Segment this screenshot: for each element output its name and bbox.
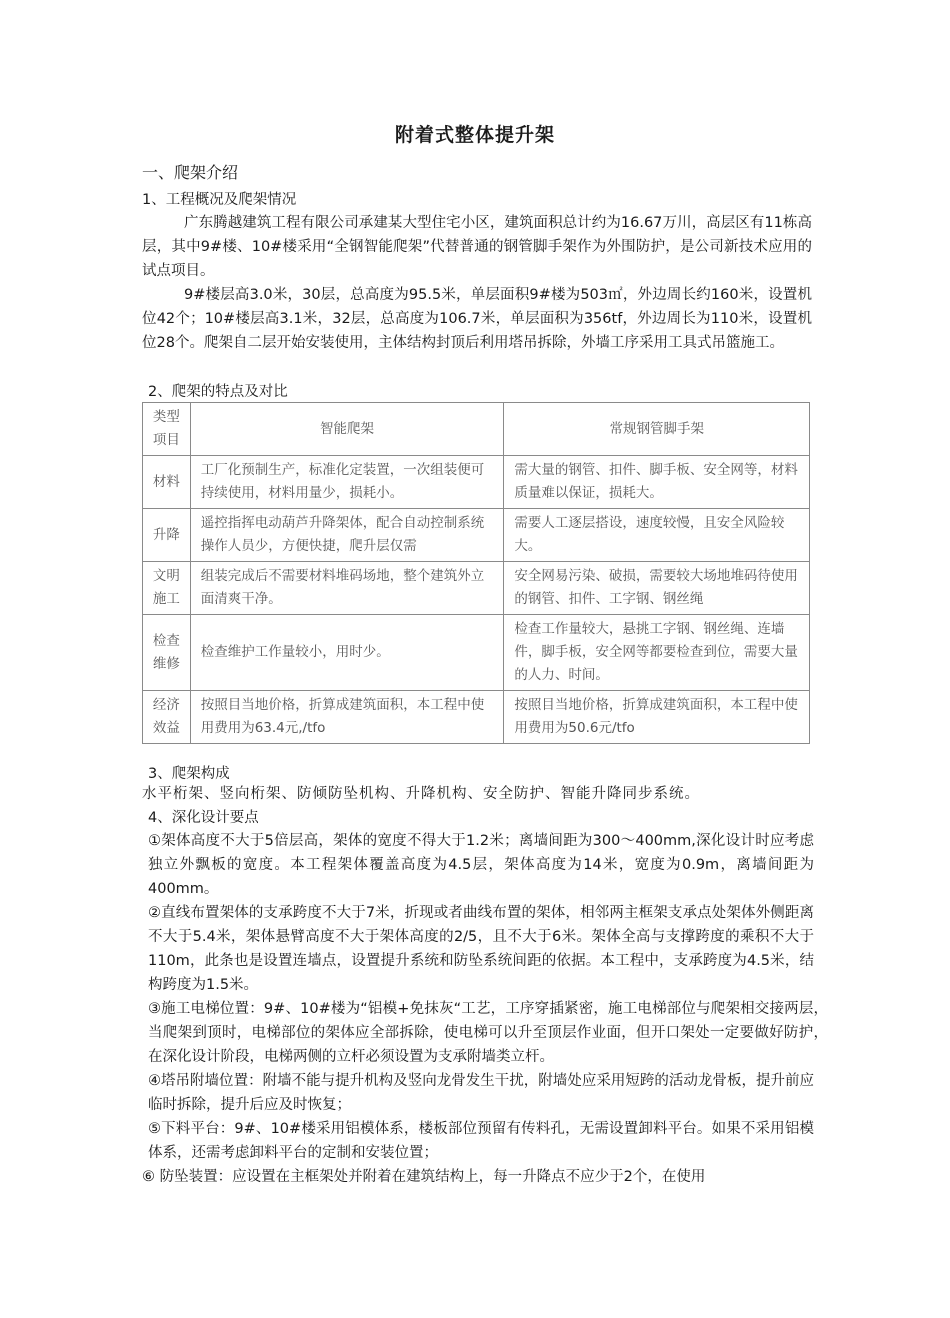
design-point-2: ②直线布置架体的支承跨度不大于7米，折现或者曲线布置的架体，相邻两主框架支承点处架体外侧距离不大于5.4米，架体悬臂高度不大于架体高度的2/5，且不大于6米。架体全高与支撑跨度的乘积不大于110m，此条也是设置连墙点，设置提升系统和防坠系统间距的依据。本工程中，支承跨度为4.5米，结构跨度为1.5米。	[148, 905, 814, 993]
design-point-6: ⑥ 防坠装置：应设置在主框架处并附着在建筑结构上，每一升降点不应少于2个，在使用	[142, 1169, 706, 1185]
document-title: 附着式整体提升架	[394, 124, 555, 146]
row-label-line2: 维修	[152, 655, 180, 672]
table-cell: 按照目当地价格，折算成建筑面积，本工程中使用费用为63.4元,/tfo	[190, 691, 504, 744]
section-heading-intro: 一、爬架介绍	[142, 163, 239, 182]
table-cell: 检查维护工作量较小，用时少。	[190, 615, 504, 691]
table-row	[143, 615, 810, 691]
row-label-line1: 检查	[152, 632, 180, 649]
subheading-comparison: 2、爬架的特点及对比	[148, 384, 288, 400]
design-point-1: ①架体高度不大于5倍层高，架体的宽度不得大于1.2米；离墙间距为300〜400mm,深化设计时应考虑独立外飘板的宽度。本工程架体覆盖高度为4.5层，架体高度为14米，宽度为0.9m，离墙间距为400mm。	[148, 833, 814, 897]
table-cell: 按照目当地价格，折算成建筑面积，本工程中使用费用为50.6元/tfo	[504, 691, 810, 744]
table-cell: 检查工作量较大，悬挑工字钢、钢丝绳、连墙件，脚手板，安全网等都要检查到位，需要大量的人力、时间。	[504, 615, 810, 691]
row-label	[143, 509, 191, 562]
design-point-4: ④塔吊附墙位置：附墙不能与提升机构及竖向龙骨发生干扰，附墙处应采用短跨的活动龙骨板，提升前应临时拆除，提升后应及时恢复；	[148, 1073, 814, 1113]
paragraph-composition: 水平桁架、竖向桁架、防倾防坠机构、升降机构、安全防护、智能升降同步系统。	[142, 786, 700, 802]
paragraph-overview-1: 广东腾越建筑工程有限公司承建某大型住宅小区，建筑面积总计约为16.67万川，高层区有11栋高层，其中9#楼、10#楼采用“全钢智能爬架”代替普通的钢管脚手架作为外围防护，是公司新技术应用的试点项目。	[142, 215, 812, 279]
row-label-line2: 效益	[152, 720, 180, 736]
row-label	[143, 615, 191, 691]
row-label-line1: 经济	[152, 697, 180, 713]
row-label-line2: 施工	[152, 591, 180, 607]
design-point-3: ③施工电梯位置：9#、10#楼为“铝模+免抹灰“工艺，工序穿插紧密，施工电梯部位与爬架相交接两层，当爬架到顶时，电梯部位的架体应全部拆除，使电梯可以升至顶层作业面，但开口架处一定要做好防护，在深化设计阶段，电梯两侧的立杆必须设置为支承附墙类立杆。	[148, 1001, 828, 1065]
table-cell: 工厂化预制生产，标准化定装置，一次组装便可持续使用，材料用量少，损耗小。	[190, 456, 504, 509]
table-cell: 组装完成后不需要材料堆码场地，整个建筑外立面清爽干净。	[190, 562, 504, 615]
subheading-overview: 1、工程概况及爬架情况	[142, 192, 297, 208]
row-label-line1: 文明	[152, 568, 180, 584]
table-row	[143, 456, 810, 509]
header-item-label: 项目	[152, 432, 180, 448]
row-label	[143, 562, 191, 615]
paragraph-overview-2: 9#楼层高3.0米，30层，总高度为95.5米，单层面积9#楼为503㎡，外边周长约160米，设置机位42个；10#楼层高3.1米，32层，总高度为106.7米，单层面积为356tf，外边周长为110米，设置机位28个。爬架自二层开始安装使用，主体结构封顶后利用塔吊拆除，外墙工序采用工具式吊篮施工。	[142, 287, 812, 351]
subheading-composition: 3、爬架构成	[148, 766, 230, 782]
row-label-line1: 升降	[152, 526, 180, 543]
row-label	[143, 691, 191, 744]
table-header-cell-type	[143, 403, 191, 456]
subheading-design-points: 4、深化设计要点	[148, 810, 259, 826]
row-label	[143, 456, 191, 509]
table-header-cell-smart: 智能爬架	[190, 403, 504, 456]
table-header-cell-conventional: 常规钢管脚手架	[504, 403, 810, 456]
table-cell: 遥控指挥电动葫芦升降架体，配合自动控制系统操作人员少，方便快捷，爬升层仅需	[190, 509, 504, 562]
table-row	[143, 509, 810, 562]
table-cell: 安全网易污染、破损，需要较大场地堆码待使用的钢管、扣件、工字钢、钢丝绳	[504, 562, 810, 615]
design-point-5: ⑤下料平台：9#、10#楼采用铝模体系，楼板部位预留有传料孔，无需设置卸料平台。如果不采用铝模体系，还需考虑卸料平台的定制和安装位置；	[148, 1121, 814, 1161]
table-row	[143, 562, 810, 615]
table-header-row	[143, 403, 810, 456]
comparison-table	[142, 402, 810, 744]
table-row	[143, 691, 810, 744]
header-type-label: 类型	[152, 409, 180, 425]
table-cell: 需要人工逐层搭设，速度较慢，且安全风险较大。	[504, 509, 810, 562]
table-cell: 需大量的钢管、扣件、脚手板、安全网等，材料质量难以保证，损耗大。	[504, 456, 810, 509]
row-label-line1: 材料	[152, 473, 180, 490]
